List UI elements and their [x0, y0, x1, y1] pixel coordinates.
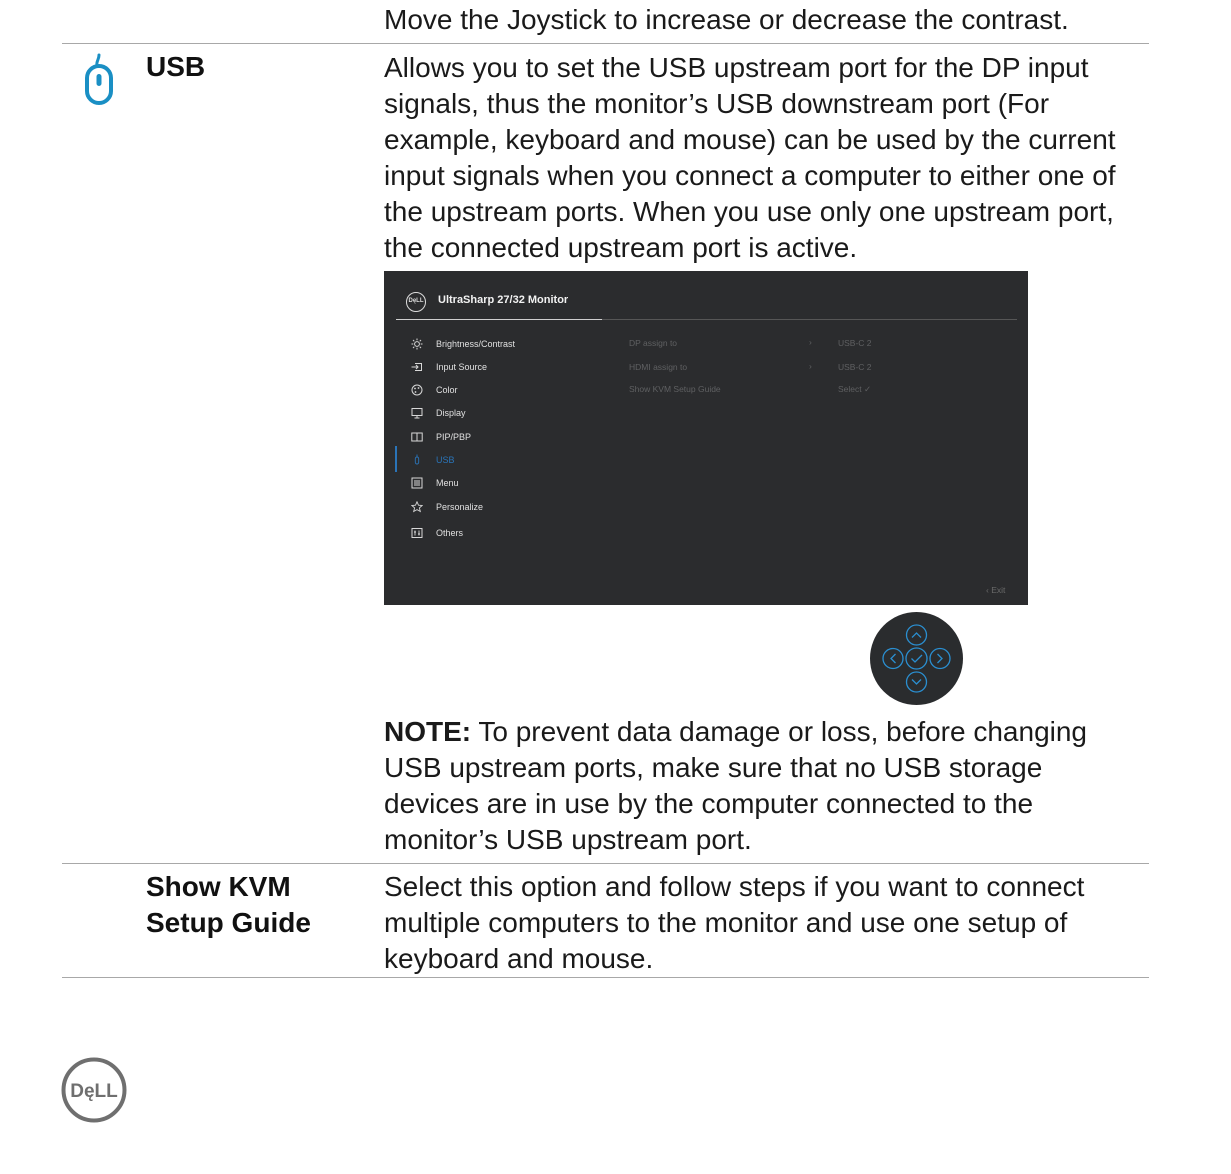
chevron-right-icon: ›	[809, 337, 812, 347]
osd-menu-screenshot	[384, 271, 1028, 605]
chevron-right-icon: ›	[809, 361, 812, 371]
input-source-icon	[410, 361, 423, 374]
osd-menu-item-personalize[interactable]: Personalize	[410, 499, 483, 515]
contrast-description: Move the Joystick to increase or decrease the contrast.	[384, 4, 1069, 35]
kvm-description: Select this option and follow steps if you want to connect multiple computers to the monitor and use one setup of keyboard and mouse.	[384, 871, 1085, 974]
osd-dell-logo: DęLL	[406, 292, 426, 312]
osd-active-indicator	[395, 446, 397, 472]
svg-text:DęLL: DęLL	[70, 1081, 118, 1102]
usb-mouse-icon	[84, 52, 114, 106]
usb-description: Allows you to set the USB upstream port for the DP input signals, thus the monitor’s USB downstream port (For example, keyboard and mouse) can be used by the current input signals when you connect a computer to either one of the upstream ports. When you use only one upstream port, the connected upstream port is active.	[384, 52, 1116, 263]
osd-header-divider	[602, 319, 1017, 320]
menu-icon	[410, 477, 423, 490]
star-icon	[410, 501, 423, 514]
osd-title-underline	[396, 319, 602, 320]
osd-menu-item-color[interactable]: Color	[410, 382, 458, 398]
osd-menu-item-brightness[interactable]: Brightness/Contrast	[410, 336, 515, 352]
others-icon	[410, 527, 423, 540]
brightness-icon	[410, 338, 423, 351]
display-icon	[410, 407, 423, 420]
osd-menu-item-input-source[interactable]: Input Source	[410, 359, 487, 375]
osd-sub-dp-assign[interactable]: DP assign to	[629, 338, 678, 348]
row-divider	[62, 43, 1149, 44]
osd-sub-kvm-guide[interactable]: Show KVM Setup Guide	[629, 384, 721, 394]
row-divider	[62, 863, 1149, 864]
osd-menu-item-menu[interactable]: Menu	[410, 475, 459, 491]
osd-sub-hdmi-assign[interactable]: HDMI assign to	[629, 362, 688, 372]
osd-title: UltraSharp 27/32 Monitor	[438, 294, 569, 306]
osd-menu-item-pip-pbp[interactable]: PIP/PBP	[410, 429, 471, 445]
joystick-control-icon	[870, 612, 963, 705]
row-divider	[62, 977, 1149, 978]
osd-sub-kvm-value: Select ✓	[838, 384, 872, 394]
pip-pbp-icon	[410, 431, 423, 444]
osd-menu-item-display[interactable]: Display	[410, 405, 466, 421]
osd-menu-item-usb[interactable]: USB	[410, 452, 455, 468]
note-label: NOTE:	[384, 716, 472, 747]
kvm-label: Show KVM Setup Guide	[146, 871, 311, 938]
osd-exit-button[interactable]: ‹ Exit	[986, 585, 1006, 595]
osd-sub-hdmi-value: USB-C 2	[838, 362, 872, 372]
osd-menu-item-others[interactable]: Others	[410, 525, 463, 541]
osd-sub-dp-value: USB-C 2	[838, 338, 872, 348]
usb-label: USB	[146, 51, 206, 82]
color-palette-icon	[410, 384, 423, 397]
usb-icon	[410, 454, 423, 467]
dell-logo	[61, 1057, 127, 1123]
usb-note: NOTE: To prevent data damage or loss, before changing USB upstream ports, make sure that no USB storage devices are in use by the computer connected to the monitor’s USB upstream port.	[384, 716, 1087, 855]
